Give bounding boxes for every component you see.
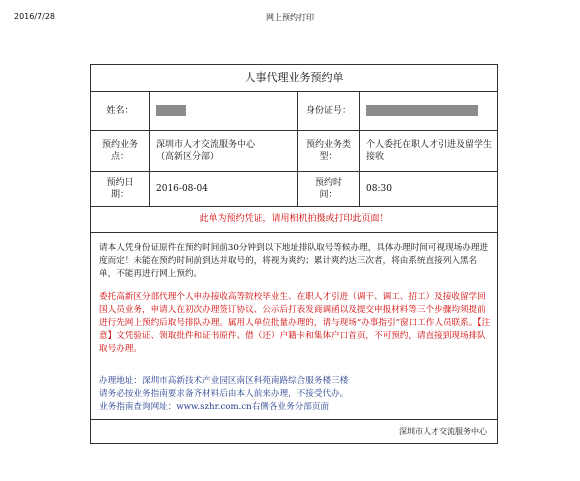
schedule-row	[91, 171, 497, 207]
time-value: 08:30	[359, 171, 499, 206]
date-value: 2016-08-04	[149, 171, 297, 206]
id-label: 身份证号：	[297, 91, 359, 130]
id-redaction	[366, 105, 478, 116]
address-line: 办理地址：深圳市高新技术产业园区南区科苑南路综合服务楼三楼	[99, 376, 349, 386]
appointment-form	[90, 64, 498, 444]
delegation-paragraph: 委托高新区分部代理个人申办接收高等院校毕业生、在职人才引进（调干、调工、招工）及接收留学回国人员业务，申请人在初次办理签订协议、公示后打表发商调函以及提交申报材料等三个步骤均须提前进行先网上预约后取号排队办理。属用人单位批量办理的，请与现场“办事指引”窗口工作人员联系。【注意】文凭验证、领取批件和证书原件、借（还）户籍卡和集体户口首页，不可预约，请直接到现场排队取号办理。	[99, 292, 491, 354]
print-date: 2016/7/28	[14, 12, 56, 21]
notice-banner: 此单为预约凭证，请用相机拍摄或打印此页面！	[91, 206, 497, 233]
footer-organization: 深圳市人才交流服务中心	[91, 419, 497, 445]
guide-url-line[interactable]: 业务指南查询网址：www.szhr.com.cn右侧各业务分部页面	[99, 402, 330, 412]
time-label: 预约时间：	[297, 171, 359, 206]
materials-line: 请务必按业务指南要求备齐材料后由本人前来办理，不接受代办。	[99, 389, 349, 399]
identity-row	[91, 91, 497, 131]
type-label: 预约业务类型：	[297, 130, 359, 171]
name-value	[149, 91, 297, 130]
service-row	[91, 130, 497, 172]
name-label: 姓名：	[106, 105, 134, 116]
location-value	[149, 130, 297, 171]
location-line-1: 深圳市人才交流服务中心	[156, 139, 256, 150]
contact-block	[99, 375, 491, 414]
name-redaction	[156, 105, 186, 116]
location-label: 预约业务点：	[101, 139, 138, 162]
date-label: 预约日期：	[106, 177, 134, 200]
form-title: 人事代理业务预约单	[91, 65, 497, 92]
location-line-2: （高新区分部）	[156, 151, 220, 162]
type-value: 个人委托在职人才引进及留学生接收	[359, 130, 499, 171]
print-page-title: 网上预约打印	[266, 13, 314, 22]
id-value	[359, 91, 499, 130]
instructions-block	[99, 242, 491, 281]
delegation-block	[99, 291, 491, 356]
instructions-paragraph: 请本人凭身份证原件在预约时间前30分钟到以下地址排队取号等候办理，具体办理时间可视现场办理进度而定！未能在预约时间前到达并取号的，将视为爽约；累计爽约达三次者，将由系统直接列入黑名单，不能再进行网上预约。	[99, 243, 489, 279]
